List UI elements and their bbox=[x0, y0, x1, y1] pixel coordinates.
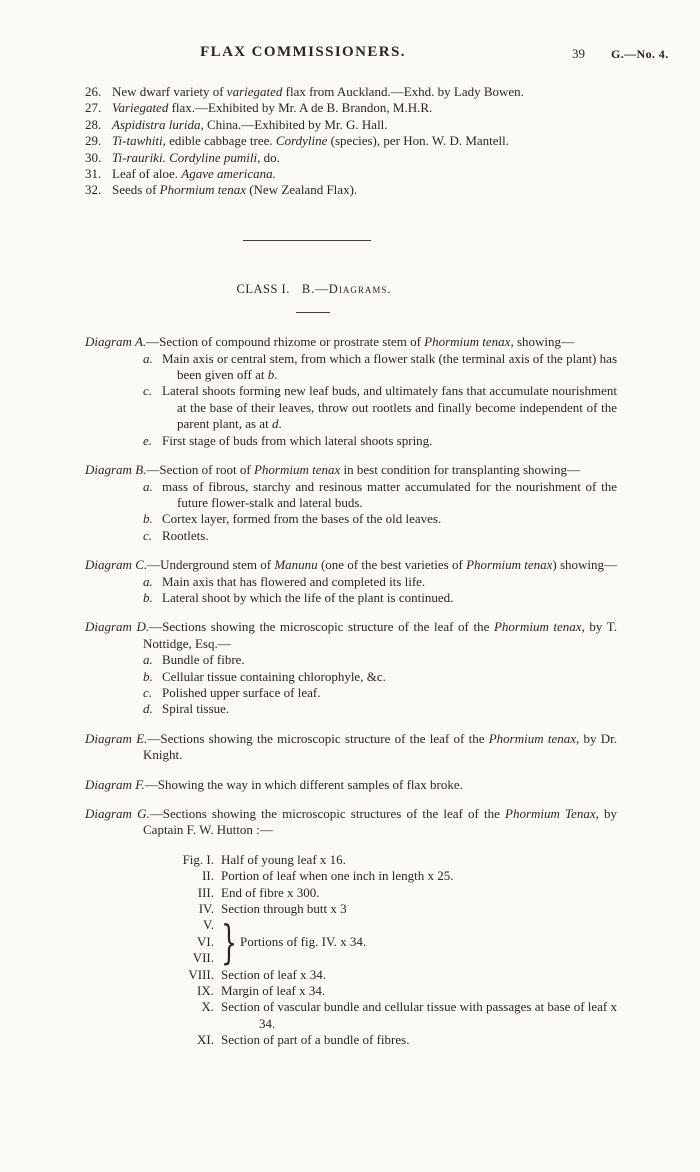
text-segment: —Sections showing the microscopic structure of the leaf of the bbox=[147, 730, 489, 746]
figure-text: Section of part of a bundle of fibres. bbox=[221, 1032, 410, 1048]
text-segment: Rootlets. bbox=[162, 527, 209, 543]
figure-brace-group bbox=[165, 914, 617, 969]
page-content bbox=[85, 84, 617, 1049]
figure-text: Section of leaf x 34. bbox=[221, 966, 327, 982]
italic-term: Ti-rauriki. bbox=[112, 149, 166, 165]
diagram-subitem bbox=[143, 574, 617, 590]
text-segment: Lateral shoots forming new leaf buds, and ultimately fans that accumulate nourishment at the base of their leaves, throw out rootlets and finally become independent of the parent plant, as at bbox=[162, 383, 617, 432]
list-item bbox=[85, 117, 617, 133]
figure-text: Half of young leaf x 16. bbox=[221, 851, 346, 867]
diagram-intro bbox=[85, 806, 617, 839]
text-segment: First stage of buds from which lateral shoots spring. bbox=[162, 432, 433, 448]
italic-term: Phormium tenax bbox=[424, 334, 511, 350]
text-segment: , by Dr. Knight. bbox=[143, 730, 618, 763]
diagram-entry bbox=[85, 731, 617, 764]
text-segment: Cellular tissue containing chlorophyle, &c. bbox=[162, 668, 386, 684]
figure-row bbox=[165, 983, 617, 999]
diagram-label: Diagram D. bbox=[85, 619, 150, 635]
figure-numeral: VIII. bbox=[188, 966, 214, 982]
figure-text: Portions of fig. IV. x 34. bbox=[240, 933, 367, 949]
text-segment: (one of the best varieties of bbox=[317, 557, 467, 573]
item-text bbox=[112, 133, 617, 149]
item-text bbox=[112, 150, 617, 166]
separator-dash bbox=[296, 312, 330, 313]
diagram-subitem bbox=[143, 433, 617, 449]
subitem-text bbox=[162, 528, 617, 544]
italic-term: Phormium tenax bbox=[159, 182, 246, 198]
figure-numeral: VII. bbox=[192, 950, 214, 966]
diagram-entry bbox=[85, 334, 617, 449]
figure-text: Margin of leaf x 34. bbox=[221, 983, 326, 999]
list-item bbox=[85, 166, 617, 182]
diagram-list bbox=[85, 334, 617, 839]
item-number: 26. bbox=[85, 84, 102, 99]
figure-row bbox=[165, 885, 617, 901]
diagram-subitem bbox=[143, 669, 617, 685]
italic-term: Variegated bbox=[112, 100, 169, 116]
text-segment: Cortex layer, formed from the bases of the old leaves. bbox=[162, 511, 442, 527]
diagram-label: Diagram G. bbox=[85, 806, 150, 821]
text-segment: , China.—Exhibited by Mr. G. Hall. bbox=[200, 116, 388, 132]
diagram-subitem bbox=[143, 701, 617, 717]
subitem-letter: e. bbox=[143, 432, 153, 448]
subsection-label: B.—Diagrams. bbox=[301, 281, 392, 296]
diagram-intro bbox=[85, 462, 617, 478]
page-header bbox=[0, 44, 700, 66]
item-text bbox=[112, 84, 617, 100]
page-title: FLAX COMMISSIONERS. bbox=[200, 44, 406, 60]
diagram-intro bbox=[85, 619, 617, 652]
subitem-text bbox=[162, 590, 617, 606]
text-segment: Main axis that has flowered and completed its life. bbox=[162, 573, 426, 589]
text-segment: , edible cabbage tree. bbox=[162, 133, 276, 149]
item-number: 31. bbox=[85, 166, 102, 182]
figure-text: Section through butt x 3 bbox=[221, 901, 347, 917]
list-item bbox=[85, 100, 617, 116]
subitem-letter: a. bbox=[143, 652, 153, 668]
figure-numeral: V. bbox=[203, 917, 214, 933]
subitem-letter: a. bbox=[143, 573, 153, 589]
item-text bbox=[112, 182, 617, 198]
italic-term: Cordyline pumili bbox=[169, 149, 258, 165]
text-segment: Polished upper surface of leaf. bbox=[162, 684, 321, 700]
italic-term: Phormium tenax bbox=[493, 619, 582, 635]
figure-numeral: VI. bbox=[197, 933, 214, 949]
item-number: 30. bbox=[85, 149, 102, 165]
subitem-text bbox=[162, 652, 617, 668]
subitem-letter: d. bbox=[143, 701, 153, 717]
text-segment: —Sections showing the microscopic structure of the leaf of the bbox=[149, 619, 494, 635]
figure-row bbox=[165, 852, 617, 868]
exhibit-list bbox=[85, 84, 617, 199]
subitem-text bbox=[162, 701, 617, 717]
subitem-text bbox=[162, 685, 617, 701]
diagram-subitem bbox=[143, 590, 617, 606]
item-number: 32. bbox=[85, 182, 102, 198]
subitem-text bbox=[162, 351, 617, 384]
diagram-subitem bbox=[143, 652, 617, 668]
diagram-subitem bbox=[143, 383, 617, 432]
diagram-subitem bbox=[143, 685, 617, 701]
text-segment: (New Zealand Flax). bbox=[245, 182, 358, 198]
text-segment: . bbox=[274, 367, 278, 383]
text-segment: Lateral shoot by which the life of the plant is continued. bbox=[162, 589, 454, 605]
document-reference: G.—No. 4. bbox=[611, 47, 669, 61]
italic-term: Phormium tenax bbox=[253, 462, 341, 478]
figure-row bbox=[165, 1032, 617, 1048]
text-segment: —Underground stem of bbox=[147, 557, 275, 573]
subitem-letter: a. bbox=[143, 350, 153, 366]
diagram-label: Diagram F. bbox=[85, 776, 145, 792]
text-segment: , by T. Nottidge, Esq.— bbox=[143, 619, 617, 651]
figure-numeral: XI. bbox=[197, 1032, 214, 1048]
italic-term: Cordyline bbox=[275, 133, 328, 149]
diagram-entry bbox=[85, 462, 617, 544]
italic-term: variegated bbox=[226, 84, 283, 99]
diagram-subitem bbox=[143, 528, 617, 544]
text-segment: —Showing the way in which different samples of flax broke. bbox=[144, 776, 463, 792]
italic-term: d bbox=[271, 416, 279, 432]
figure-numeral: IV. bbox=[198, 901, 214, 917]
class-label: CLASS I. bbox=[236, 281, 290, 296]
text-segment: , do. bbox=[257, 149, 280, 165]
diagram-entry bbox=[85, 777, 617, 793]
diagram-intro bbox=[85, 731, 617, 764]
section-heading bbox=[85, 281, 543, 297]
subitem-letter: c. bbox=[143, 684, 153, 700]
italic-term: Phormium tenax bbox=[488, 730, 577, 746]
figure-numerals bbox=[165, 917, 221, 966]
subitem-letter: c. bbox=[143, 383, 153, 399]
subitem-text bbox=[162, 511, 617, 527]
text-segment: Bundle of fibre. bbox=[162, 652, 245, 668]
subitem-letter: c. bbox=[143, 527, 153, 543]
figure-numeral: X. bbox=[201, 999, 214, 1015]
figure-row bbox=[165, 967, 617, 983]
subitem-letter: b. bbox=[143, 511, 153, 527]
item-text bbox=[112, 117, 617, 133]
subitem-text bbox=[162, 433, 617, 449]
text-segment: , by Captain F. W. Hutton :— bbox=[143, 806, 617, 838]
italic-term: Ti-tawhiti bbox=[112, 133, 163, 149]
text-segment: mass of fibrous, starchy and resinous matter accumulated for the nourishment of the future flower-stalk and lateral buds. bbox=[162, 478, 617, 510]
italic-term: Phormium tenax bbox=[466, 557, 553, 573]
brace-glyph: } bbox=[221, 914, 238, 969]
item-number: 27. bbox=[85, 100, 102, 116]
diagram-intro bbox=[85, 777, 617, 793]
text-segment: —Section of root of bbox=[146, 462, 254, 478]
diagram-label: Diagram A. bbox=[85, 334, 147, 350]
list-item bbox=[85, 182, 617, 198]
text-segment: Leaf of aloe. bbox=[112, 166, 182, 182]
page-number: 39 bbox=[572, 46, 585, 61]
italic-term: Aspidistra lurida bbox=[112, 116, 201, 132]
subitem-text bbox=[162, 669, 617, 685]
text-segment: Spiral tissue. bbox=[162, 701, 230, 717]
figure-text: Section of vascular bundle and cellular tissue with passages at base of leaf x 34. bbox=[221, 999, 618, 1031]
subitem-letter: a. bbox=[143, 478, 153, 494]
diagram-subitem bbox=[143, 511, 617, 527]
diagram-label: Diagram B. bbox=[85, 462, 147, 478]
subitem-text bbox=[162, 574, 617, 590]
text-segment: Main axis or central stem, from which a flower stalk (the terminal axis of the plant) has been given off at bbox=[162, 350, 617, 383]
text-segment: —Sections showing the microscopic structures of the leaf of the bbox=[149, 806, 505, 821]
figure-text: Portion of leaf when one inch in length x 25. bbox=[221, 868, 454, 884]
text-segment: . bbox=[278, 416, 282, 432]
figure-numeral: II. bbox=[202, 868, 214, 884]
text-segment: in best condition for transplanting showing— bbox=[340, 462, 581, 478]
text-segment: Seeds of bbox=[112, 182, 160, 198]
subitem-letter: b. bbox=[143, 589, 153, 605]
figure-row bbox=[165, 868, 617, 884]
diagram-intro bbox=[85, 557, 617, 573]
diagram-entry bbox=[85, 619, 617, 717]
text-segment: flax from Auckland.—Exhd. by Lady Bowen. bbox=[282, 84, 524, 99]
text-segment: ) showing— bbox=[552, 557, 617, 573]
figure-numeral: Fig. I. bbox=[182, 851, 214, 867]
diagram-entry bbox=[85, 806, 617, 839]
italic-term: Manunu bbox=[274, 557, 318, 573]
text-segment: flax.—Exhibited by Mr. A de B. Brandon, M.H.R. bbox=[168, 100, 433, 116]
italic-term: b bbox=[267, 367, 275, 383]
text-segment: New dwarf variety of bbox=[112, 84, 227, 99]
diagram-entry bbox=[85, 557, 617, 606]
subitem-letter: b. bbox=[143, 668, 153, 684]
figure-list bbox=[165, 852, 617, 1049]
diagram-subitem bbox=[143, 479, 617, 512]
figure-row bbox=[165, 999, 617, 1032]
figure-text: End of fibre x 300. bbox=[221, 884, 320, 900]
item-number: 29. bbox=[85, 133, 102, 149]
item-text bbox=[112, 100, 617, 116]
separator-rule bbox=[243, 240, 371, 241]
item-number: 28. bbox=[85, 116, 102, 132]
text-segment: , showing— bbox=[510, 334, 575, 350]
figure-numeral: IX. bbox=[197, 983, 214, 999]
text-segment: (species), per Hon. W. D. Mantell. bbox=[327, 133, 510, 149]
subitem-text bbox=[162, 479, 617, 512]
item-text bbox=[112, 166, 617, 182]
diagram-label: Diagram E. bbox=[85, 730, 148, 746]
list-item bbox=[85, 150, 617, 166]
list-item bbox=[85, 133, 617, 149]
italic-term: Agave americana. bbox=[181, 166, 276, 182]
figure-numeral: III. bbox=[197, 884, 214, 900]
diagram-label: Diagram C. bbox=[85, 557, 148, 573]
italic-term: Phormium Tenax bbox=[505, 806, 596, 821]
diagram-subitem bbox=[143, 351, 617, 384]
list-item bbox=[85, 84, 617, 100]
diagram-intro bbox=[85, 334, 617, 350]
text-segment: —Section of compound rhizome or prostrate stem of bbox=[146, 334, 425, 350]
subitem-text bbox=[162, 383, 617, 432]
